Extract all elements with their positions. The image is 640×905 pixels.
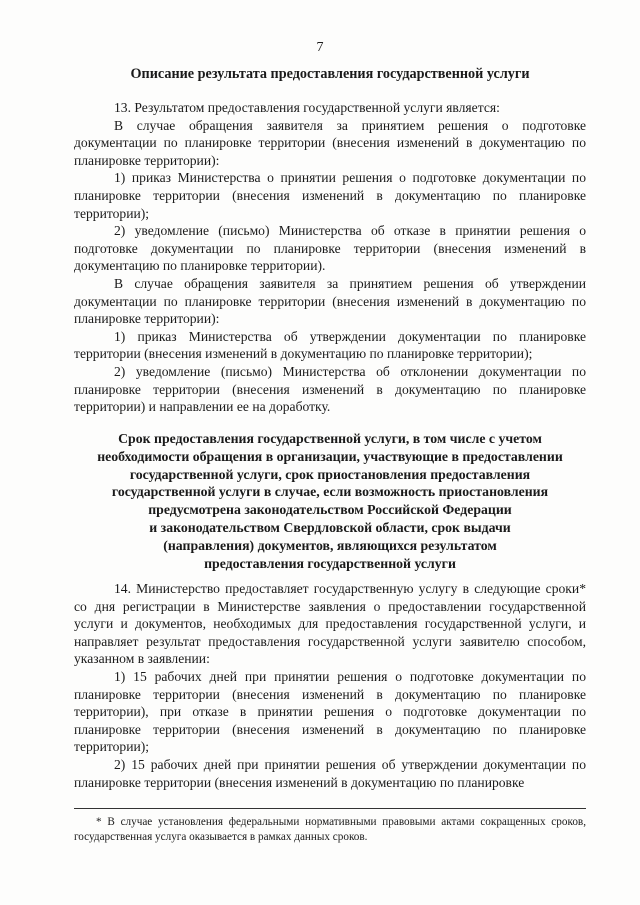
list-item: 2) 15 рабочих дней при принятии решения об утверждении документации по планировке территории (внесения изменений в документацию по планировке <box>74 756 586 790</box>
heading-line: предусмотрена законодательством Российской Федерации <box>148 502 512 518</box>
paragraph: В случае обращения заявителя за принятием решения о подготовке документации по планировке территории (внесения изменений в документацию по планировке территории): <box>74 117 586 168</box>
paragraph: 14. Министерство предоставляет государственную услугу в следующие сроки* со дня регистрации в Министерстве заявления о предоставлении государственной услуги и документов, необходимых для предоставления государственной услуги, и направляет результат предоставления государственной услуги заявителю способом, указанном в заявлении: <box>74 581 586 667</box>
list-item: 2) уведомление (письмо) Министерства об отклонении документации по планировке территории (внесения изменений в документацию по планировке территории) и направлении ее на доработку. <box>74 363 586 415</box>
paragraph: 13. Результатом предоставления государственной услуги является: <box>114 100 500 115</box>
page-number: 7 <box>316 40 324 55</box>
heading-line: необходимости обращения в организации, участвующие в предоставлении <box>97 448 563 464</box>
section-term-body <box>74 580 586 791</box>
footnote-text: * В случае установления федеральными нормативными правовыми актами сокращенных сроков, государственная услуга оказывается в рамках данных сроков. <box>74 816 586 843</box>
heading-line: предоставления государственной услуги <box>204 555 456 571</box>
footnote-divider <box>74 808 586 809</box>
list-item: 2) уведомление (письмо) Министерства об отказе в принятии решения о подготовке документации по планировке территории (внесения изменений в документацию по планировке территории). <box>74 223 586 274</box>
heading-line: государственной услуги в случае, если возможность приостановления <box>111 484 549 500</box>
heading-line: (направления) документов, являющихся результатом <box>163 537 497 553</box>
section-heading-result: Описание результата предоставления государственной услуги <box>130 66 530 82</box>
list-item: 1) приказ Министерства о принятии решения о подготовке документации по планировке территории (внесения изменений в документацию по планировке территории); <box>74 170 586 221</box>
heading-line: государственной услуги, срок приостановления предоставления <box>129 466 531 482</box>
heading-line: Срок предоставления государственной услуги, в том числе с учетом <box>118 431 542 446</box>
footnote <box>74 815 586 845</box>
list-item: 1) 15 рабочих дней при принятии решения о подготовке документации по планировке территории (внесения изменений в документацию по планировке территории), при отказе в принятии решения о подготовке документации по планировке территории (внесения изменений в документацию по планировке территории); <box>74 668 586 755</box>
section-heading-term <box>74 430 586 572</box>
section-result-body <box>74 99 586 416</box>
list-item: 1) приказ Министерства об утверждении документации по планировке территории (внесения изменений в документацию по планировке территории); <box>74 328 586 362</box>
heading-line: и законодательством Свердловской области, срок выдачи <box>149 519 511 535</box>
paragraph: В случае обращения заявителя за принятием решения об утверждении документации по планировке территории (внесения изменений в документацию по планировке территории): <box>74 275 586 327</box>
